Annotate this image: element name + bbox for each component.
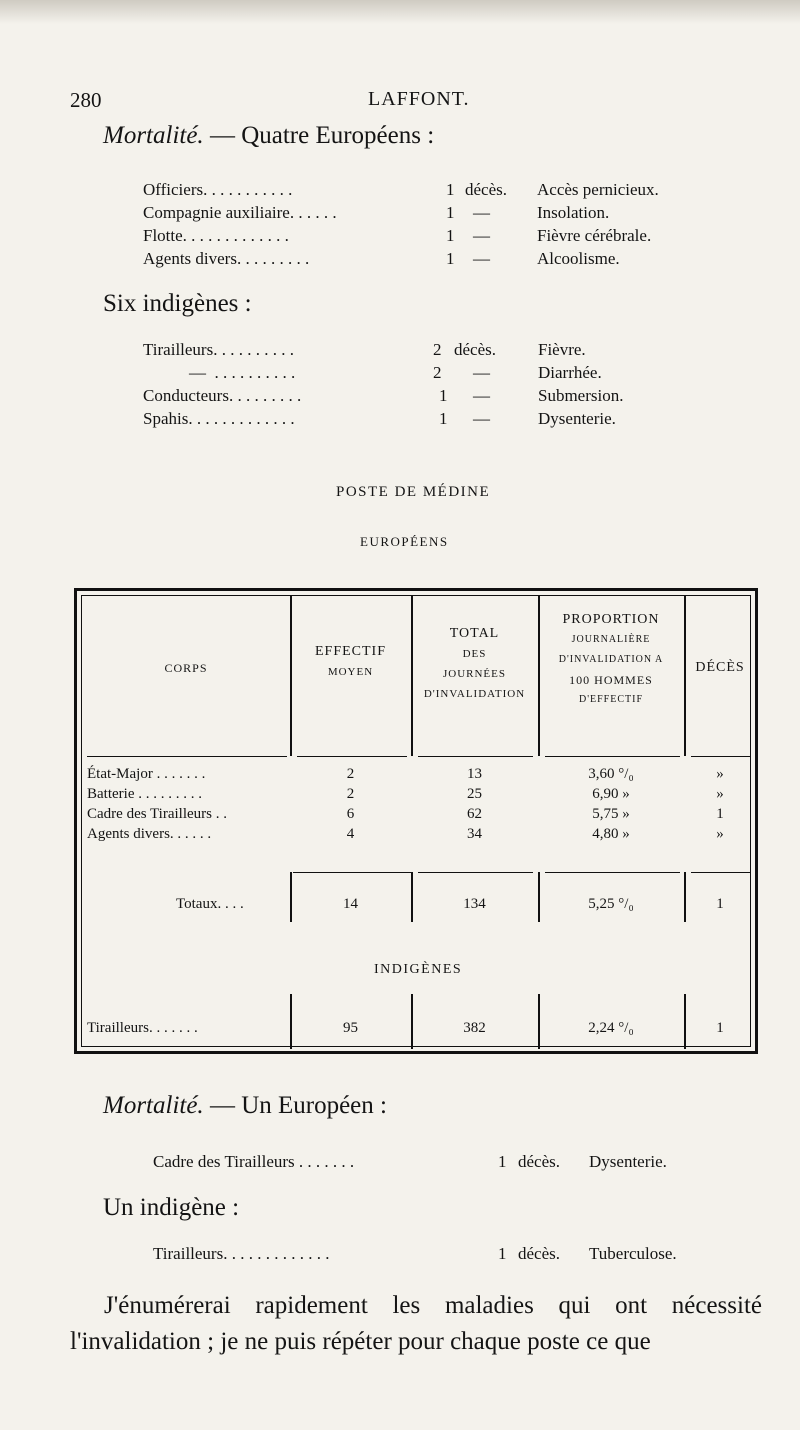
header-effectif: EFFECTIF MOYEN: [314, 644, 386, 678]
item-unit: —: [473, 226, 490, 245]
item-label: Compagnie auxiliaire. . . . . .: [143, 203, 337, 222]
totals-rule: [545, 872, 680, 873]
header-rule: [691, 756, 751, 757]
item-unit: —: [473, 249, 490, 268]
mortality-label: Mortalité.: [103, 1092, 204, 1119]
totals-label: Totaux. . . .: [176, 896, 244, 912]
table-cell-total: 13: [467, 766, 482, 782]
table-cell-effectif: 2: [346, 766, 355, 782]
item-cause: Diarrhée.: [538, 363, 602, 382]
table-cell-total: 25: [467, 786, 482, 802]
heading-rest: — Un Européen :: [203, 1092, 387, 1119]
item-label: — . . . . . . . . . .: [189, 363, 296, 382]
heading-rest: — Quatre Européens :: [203, 122, 435, 149]
table-cell-effectif: 6: [346, 806, 355, 822]
header-corps: CORPS: [164, 661, 208, 675]
totals-proportion: 5,25 °/₀: [588, 896, 634, 912]
mortality-label: Mortalité.: [103, 122, 204, 149]
item-unit: —: [473, 203, 490, 222]
item-label: Tirailleurs. . . . . . . . . . . . .: [153, 1244, 330, 1263]
indigenes-heading: Six indigènes :: [103, 290, 252, 317]
header-total: TOTAL DES JOURNÉES D'INVALIDATION: [423, 626, 526, 700]
item-count: 2: [433, 340, 442, 359]
table-cell-deces: »: [716, 786, 724, 802]
indigenes-label: INDIGÈNES: [374, 962, 463, 977]
item-cause: Alcoolisme.: [537, 249, 620, 268]
item-unit: décès.: [465, 180, 508, 199]
table-cell-total: 382: [463, 1020, 486, 1036]
mortality-heading-1: [103, 122, 434, 150]
item-cause: Fièvre.: [538, 340, 586, 359]
item-label: Officiers. . . . . . . . . . .: [143, 180, 293, 199]
header-proportion: PROPORTION JOURNALIÈRE D'INVALIDATION A 100 HOMMES D'EFFECTIF: [558, 612, 664, 705]
table-row-corps: Cadre des Tirailleurs . .: [87, 806, 227, 822]
table-row-corps: Agents divers. . . . . .: [87, 826, 212, 842]
table-row-corps: État-Major . . . . . . .: [87, 766, 206, 782]
totals-total: 134: [463, 896, 486, 912]
table-cell-deces: 1: [716, 806, 724, 822]
item-cause: Accès pernicieux.: [537, 180, 659, 199]
indigene-heading: Un indigène :: [103, 1194, 240, 1221]
item-label: Cadre des Tirailleurs . . . . . . .: [153, 1152, 355, 1171]
item-label: Conducteurs. . . . . . . . .: [143, 386, 302, 405]
item-count: 1: [498, 1152, 507, 1171]
table-cell-proportion: 3,60 °/₀: [588, 766, 634, 782]
item-label: Spahis. . . . . . . . . . . . .: [143, 409, 295, 428]
item-cause: Submersion.: [538, 386, 624, 405]
item-cause: Dysenterie.: [538, 409, 616, 428]
table-cell-proportion: 4,80 »: [592, 826, 630, 842]
totals-effectif: 14: [343, 896, 358, 912]
table-cell-deces: »: [716, 826, 724, 842]
table-cell-effectif: 95: [343, 1020, 358, 1036]
totals-deces: 1: [716, 896, 724, 912]
item-count: 1: [446, 226, 455, 245]
item-count: 1: [446, 180, 455, 199]
item-count: 1: [439, 409, 448, 428]
page-number: 280: [70, 88, 102, 112]
item-count: 1: [439, 386, 448, 405]
page-top-shadow: [0, 0, 800, 24]
table-cell-proportion: 2,24 °/₀: [588, 1020, 634, 1036]
table-cell-proportion: 6,90 »: [592, 786, 630, 802]
statistics-table: [74, 588, 758, 1054]
post-title: POSTE DE MÉDINE: [336, 484, 491, 500]
item-unit: décès.: [518, 1152, 561, 1171]
totals-rule: [691, 872, 751, 873]
header-rule: [545, 756, 680, 757]
table-row-corps: Batterie . . . . . . . . .: [87, 786, 202, 802]
table-cell-total: 62: [467, 806, 482, 822]
item-unit: —: [473, 386, 490, 405]
item-count: 2: [433, 363, 442, 382]
item-label: Flotte. . . . . . . . . . . . .: [143, 226, 289, 245]
header-rule: [297, 756, 407, 757]
item-cause: Insolation.: [537, 203, 610, 222]
body-paragraph: J'énumérerai rapidement les maladies qui ont nécessité l'invalidation ; je ne puis répéter pour chaque poste ce que: [70, 1292, 762, 1355]
item-count: 1: [498, 1244, 507, 1263]
table-row-corps: Tirailleurs. . . . . . .: [87, 1020, 198, 1036]
mortality-heading-2: [103, 1092, 387, 1120]
item-cause: Dysenterie.: [589, 1152, 667, 1171]
item-count: 1: [446, 249, 455, 268]
item-label: Tirailleurs. . . . . . . . . .: [143, 340, 294, 359]
table-cell-deces: 1: [716, 1020, 724, 1036]
table-cell-proportion: 5,75 »: [592, 806, 630, 822]
item-unit: —: [473, 409, 490, 428]
header-deces: DÉCÈS: [695, 660, 745, 675]
item-unit: décès.: [454, 340, 497, 359]
item-unit: décès.: [518, 1244, 561, 1263]
table-cell-effectif: 4: [346, 826, 355, 842]
table-cell-total: 34: [467, 826, 482, 842]
table-cell-deces: »: [716, 766, 724, 782]
header-rule: [87, 756, 287, 757]
running-title: LAFFONT.: [368, 88, 470, 110]
item-unit: —: [473, 363, 490, 382]
header-rule: [418, 756, 533, 757]
table-cell-effectif: 2: [346, 786, 355, 802]
totals-rule: [293, 872, 411, 873]
table-inner-border: [81, 595, 751, 1047]
item-cause: Tuberculose.: [589, 1244, 677, 1263]
item-cause: Fièvre cérébrale.: [537, 226, 652, 245]
europeans-label: EUROPÉENS: [360, 534, 449, 549]
totals-rule: [418, 872, 533, 873]
item-label: Agents divers. . . . . . . . .: [143, 249, 310, 268]
item-count: 1: [446, 203, 455, 222]
